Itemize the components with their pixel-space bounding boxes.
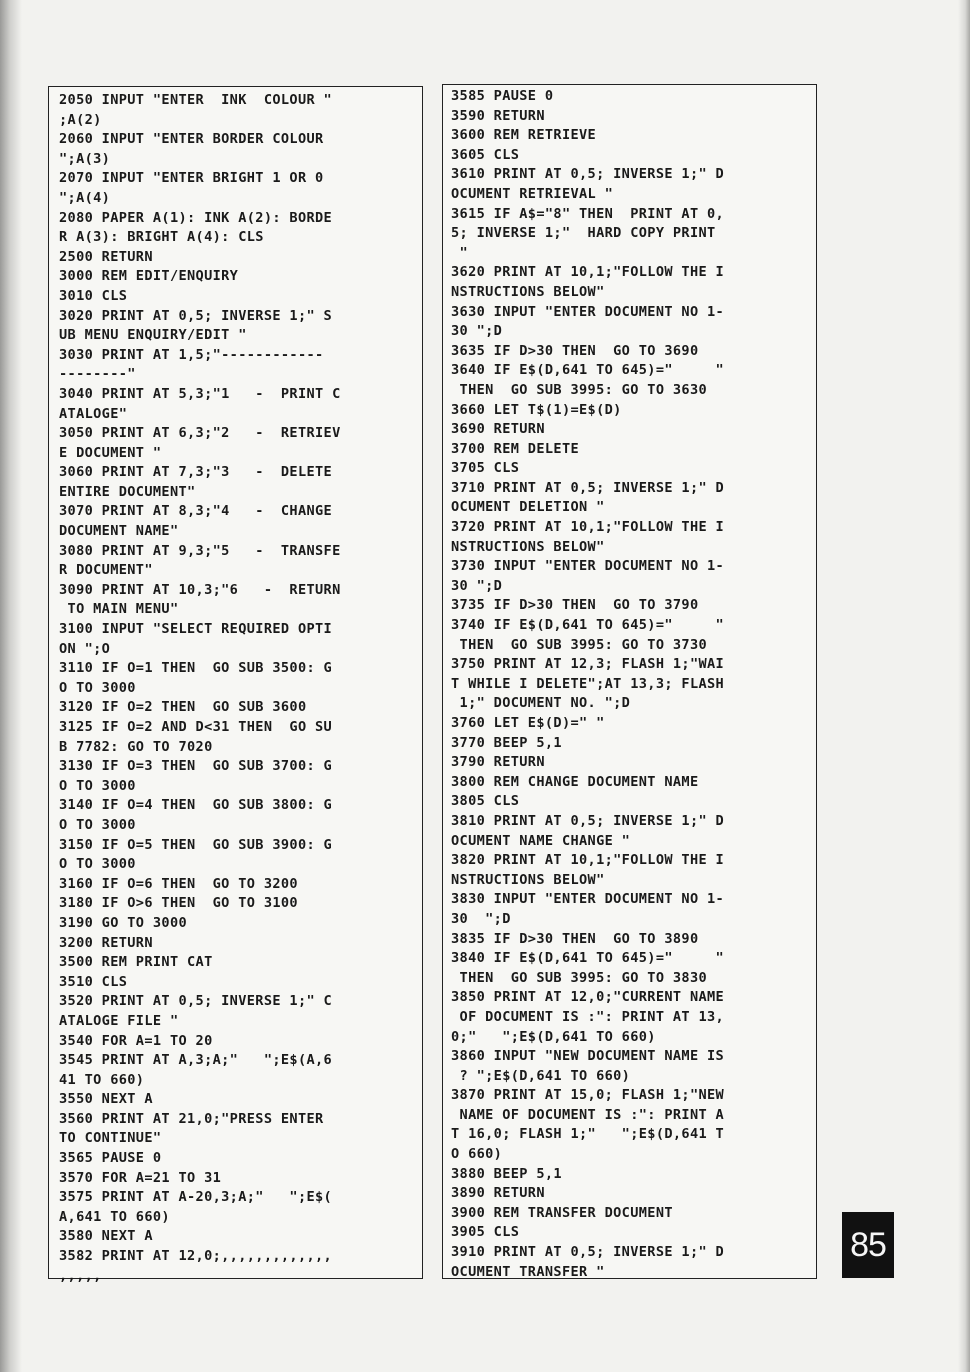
code-line: 3580 NEXT A xyxy=(59,1228,153,1245)
code-line: 3760 LET E$(D)=" " xyxy=(451,715,605,731)
code-line: NSTRUCTIONS BELOW" xyxy=(451,283,605,300)
code-line: 2050 INPUT "ENTER INK COLOUR " xyxy=(59,92,333,108)
code-line: 3890 RETURN xyxy=(451,1185,545,1202)
code-line: R DOCUMENT" xyxy=(59,562,153,579)
code-line: 3160 IF O=6 THEN GO TO 3200 xyxy=(59,875,298,892)
code-line: 3140 IF O=4 THEN GO SUB 3800: G xyxy=(59,797,333,814)
code-line: 3040 PRINT AT 5,3;"1 - PRINT C xyxy=(59,385,341,402)
listing-column-left xyxy=(48,86,423,1284)
code-line: 3550 NEXT A xyxy=(59,1091,153,1108)
code-line: 0;" ";E$(D,641 TO 660) xyxy=(451,1028,656,1045)
code-line: 3820 PRINT AT 10,1;"FOLLOW THE I xyxy=(451,852,725,869)
code-line: 3740 IF E$(D,641 TO 645)=" " xyxy=(451,617,725,634)
code-line: ATALOGE" xyxy=(59,405,128,422)
code-line: 3660 LET T$(1)=E$(D) xyxy=(451,401,622,418)
code-line: 3560 PRINT AT 21,0;"PRESS ENTER xyxy=(59,1110,324,1127)
code-line: DOCUMENT NAME" xyxy=(59,523,179,540)
code-line: 3150 IF O=5 THEN GO SUB 3900: G xyxy=(59,836,333,853)
code-line: 3030 PRINT AT 1,5;"------------ xyxy=(59,346,324,363)
code-line: 3000 REM EDIT/ENQUIRY xyxy=(59,268,239,285)
code-line: 3700 REM DELETE xyxy=(451,440,580,457)
code-line: 3585 PAUSE 0 xyxy=(451,88,554,104)
code-line: 3545 PRINT AT A,3;A;" ";E$(A,6 xyxy=(59,1052,333,1069)
code-line: TO CONTINUE" xyxy=(59,1130,162,1147)
code-line: 3630 INPUT "ENTER DOCUMENT NO 1- xyxy=(451,303,725,320)
code-line: 30 ";D xyxy=(451,577,503,594)
code-line: 3180 IF O>6 THEN GO TO 3100 xyxy=(59,895,298,912)
code-line: A,641 TO 660) xyxy=(59,1208,170,1225)
code-line: ? ";E$(D,641 TO 660) xyxy=(451,1067,631,1084)
code-line: 3800 REM CHANGE DOCUMENT NAME xyxy=(451,773,699,790)
code-line: ON ";O xyxy=(59,640,111,657)
code-line: 3830 INPUT "ENTER DOCUMENT NO 1- xyxy=(451,891,725,908)
code-line: 41 TO 660) xyxy=(59,1071,145,1088)
code-line: O TO 3000 xyxy=(59,856,136,873)
code-line: 3200 RETURN xyxy=(59,934,153,951)
code-line: 3640 IF E$(D,641 TO 645)=" " xyxy=(451,362,725,379)
code-line: 3110 IF O=1 THEN GO SUB 3500: G xyxy=(59,660,333,677)
code-line: 3190 GO TO 3000 xyxy=(59,914,188,931)
code-line: 5; INVERSE 1;" HARD COPY PRINT xyxy=(451,225,716,242)
code-line: 3735 IF D>30 THEN GO TO 3790 xyxy=(451,597,699,614)
code-line: 3010 CLS xyxy=(59,287,128,304)
code-line: 3020 PRINT AT 0,5; INVERSE 1;" S xyxy=(59,307,333,324)
binding-shadow xyxy=(0,0,22,1372)
code-line: 3910 PRINT AT 0,5; INVERSE 1;" D xyxy=(451,1244,725,1261)
code-line: 3540 FOR A=1 TO 20 xyxy=(59,1032,213,1049)
code-line: 3070 PRINT AT 8,3;"4 - CHANGE xyxy=(59,503,333,520)
code-line: 3575 PRINT AT A-20,3;A;" ";E$( xyxy=(59,1189,333,1206)
code-line: 3090 PRINT AT 10,3;"6 - RETURN xyxy=(59,581,341,598)
code-line: 2080 PAPER A(1): INK A(2): BORDE xyxy=(59,209,333,226)
code-line: 2060 INPUT "ENTER BORDER COLOUR xyxy=(59,131,324,148)
code-line: 3730 INPUT "ENTER DOCUMENT NO 1- xyxy=(451,558,725,575)
code-line: THEN GO SUB 3995: GO TO 3630 xyxy=(451,381,708,398)
code-line: --------" xyxy=(59,366,136,383)
code-line: NAME OF DOCUMENT IS :": PRINT A xyxy=(451,1106,725,1123)
code-line: B 7782: GO TO 7020 xyxy=(59,738,213,755)
listing-column-right xyxy=(442,84,817,1279)
code-line: OF DOCUMENT IS :": PRINT AT 13, xyxy=(451,1008,725,1025)
code-line: UB MENU ENQUIRY/EDIT " xyxy=(59,327,247,344)
code-line: 30 ";D xyxy=(451,323,503,340)
code-line: 3590 RETURN xyxy=(451,107,545,124)
code-line: " xyxy=(451,244,469,261)
code-line: 3905 CLS xyxy=(451,1224,520,1241)
code-line: OCUMENT RETRIEVAL " xyxy=(451,185,614,202)
code-line: 3710 PRINT AT 0,5; INVERSE 1;" D xyxy=(451,479,725,496)
code-line: 3620 PRINT AT 10,1;"FOLLOW THE I xyxy=(451,264,725,281)
code-line: T WHILE I DELETE";AT 13,3; FLASH xyxy=(451,675,725,692)
code-line: O TO 3000 xyxy=(59,816,136,833)
code-line: 3080 PRINT AT 9,3;"5 - TRANSFE xyxy=(59,542,341,559)
code-line: ENTIRE DOCUMENT" xyxy=(59,483,196,500)
code-line: 3615 IF A$="8" THEN PRINT AT 0, xyxy=(451,205,725,222)
code-line: 2500 RETURN xyxy=(59,248,153,265)
code-line: 3500 REM PRINT CAT xyxy=(59,954,213,971)
code-line: 3060 PRINT AT 7,3;"3 - DELETE xyxy=(59,464,333,481)
code-line: TO MAIN MENU" xyxy=(59,601,179,618)
code-line: 3880 BEEP 5,1 xyxy=(451,1165,562,1182)
code-line: THEN GO SUB 3995: GO TO 3830 xyxy=(451,969,708,986)
code-line: 3770 BEEP 5,1 xyxy=(451,734,562,751)
code-line: 3510 CLS xyxy=(59,973,128,990)
code-line: 3805 CLS xyxy=(451,793,520,810)
code-line: 3050 PRINT AT 6,3;"2 - RETRIEV xyxy=(59,425,341,442)
code-line: 3840 IF E$(D,641 TO 645)=" " xyxy=(451,950,725,967)
code-line: 2070 INPUT "ENTER BRIGHT 1 OR 0 xyxy=(59,170,324,187)
code-line: 3860 INPUT "NEW DOCUMENT NAME IS xyxy=(451,1048,725,1065)
code-line: ATALOGE FILE " xyxy=(59,1012,179,1029)
code-line: 3582 PRINT AT 12,0;,,,,,,,,,,,,, xyxy=(59,1248,333,1265)
code-line: 3120 IF O=2 THEN GO SUB 3600 xyxy=(59,699,307,716)
code-line: 3690 RETURN xyxy=(451,421,545,438)
code-line: 1;" DOCUMENT NO. ";D xyxy=(451,695,631,712)
code-line: NSTRUCTIONS BELOW" xyxy=(451,871,605,888)
code-line: 3520 PRINT AT 0,5; INVERSE 1;" C xyxy=(59,993,333,1010)
code-line: OCUMENT TRANSFER " xyxy=(451,1263,605,1280)
code-line: 3900 REM TRANSFER DOCUMENT xyxy=(451,1204,673,1221)
code-line: 3605 CLS xyxy=(451,146,520,163)
code-line: O 660) xyxy=(451,1146,503,1163)
code-line: 3790 RETURN xyxy=(451,754,545,771)
code-line: OCUMENT DELETION " xyxy=(451,499,605,516)
code-line: O TO 3000 xyxy=(59,679,136,696)
code-line: 30 ";D xyxy=(451,910,511,927)
code-line: T 16,0; FLASH 1;" ";E$(D,641 T xyxy=(451,1126,725,1143)
code-line: 3835 IF D>30 THEN GO TO 3890 xyxy=(451,930,699,947)
code-line: 3850 PRINT AT 12,0;"CURRENT NAME xyxy=(451,989,725,1006)
code-line: ";A(4) xyxy=(59,189,111,206)
code-line: O TO 3000 xyxy=(59,777,136,794)
code-line: 3570 FOR A=21 TO 31 xyxy=(59,1169,222,1186)
code-line: 3610 PRINT AT 0,5; INVERSE 1;" D xyxy=(451,166,725,183)
code-line: 3565 PAUSE 0 xyxy=(59,1150,162,1167)
code-line: THEN GO SUB 3995: GO TO 3730 xyxy=(451,636,708,653)
code-line: 3125 IF O=2 AND D<31 THEN GO SU xyxy=(59,719,333,735)
code-line: 3130 IF O=3 THEN GO SUB 3700: G xyxy=(59,758,333,775)
code-line: 3720 PRINT AT 10,1;"FOLLOW THE I xyxy=(451,519,725,536)
code-line: R A(3): BRIGHT A(4): CLS xyxy=(59,229,264,246)
code-line: 3600 REM RETRIEVE xyxy=(451,127,597,144)
code-line: OCUMENT NAME CHANGE " xyxy=(451,832,631,849)
code-line: 3810 PRINT AT 0,5; INVERSE 1;" D xyxy=(451,812,725,829)
code-line: 3870 PRINT AT 15,0; FLASH 1;"NEW xyxy=(451,1087,725,1104)
code-line: ,,,,, xyxy=(59,1267,102,1284)
page-number: 85 xyxy=(842,1212,894,1278)
code-line: 3750 PRINT AT 12,3; FLASH 1;"WAI xyxy=(451,656,725,673)
code-line: E DOCUMENT " xyxy=(59,444,162,461)
code-line: NSTRUCTIONS BELOW" xyxy=(451,538,605,555)
code-line: ;A(2) xyxy=(59,111,102,128)
code-line: 3100 INPUT "SELECT REQUIRED OPTI xyxy=(59,621,333,638)
code-line: 3635 IF D>30 THEN GO TO 3690 xyxy=(451,342,699,359)
code-line: 3705 CLS xyxy=(451,460,520,477)
page-edge xyxy=(958,0,970,1372)
code-line: ";A(3) xyxy=(59,150,111,167)
